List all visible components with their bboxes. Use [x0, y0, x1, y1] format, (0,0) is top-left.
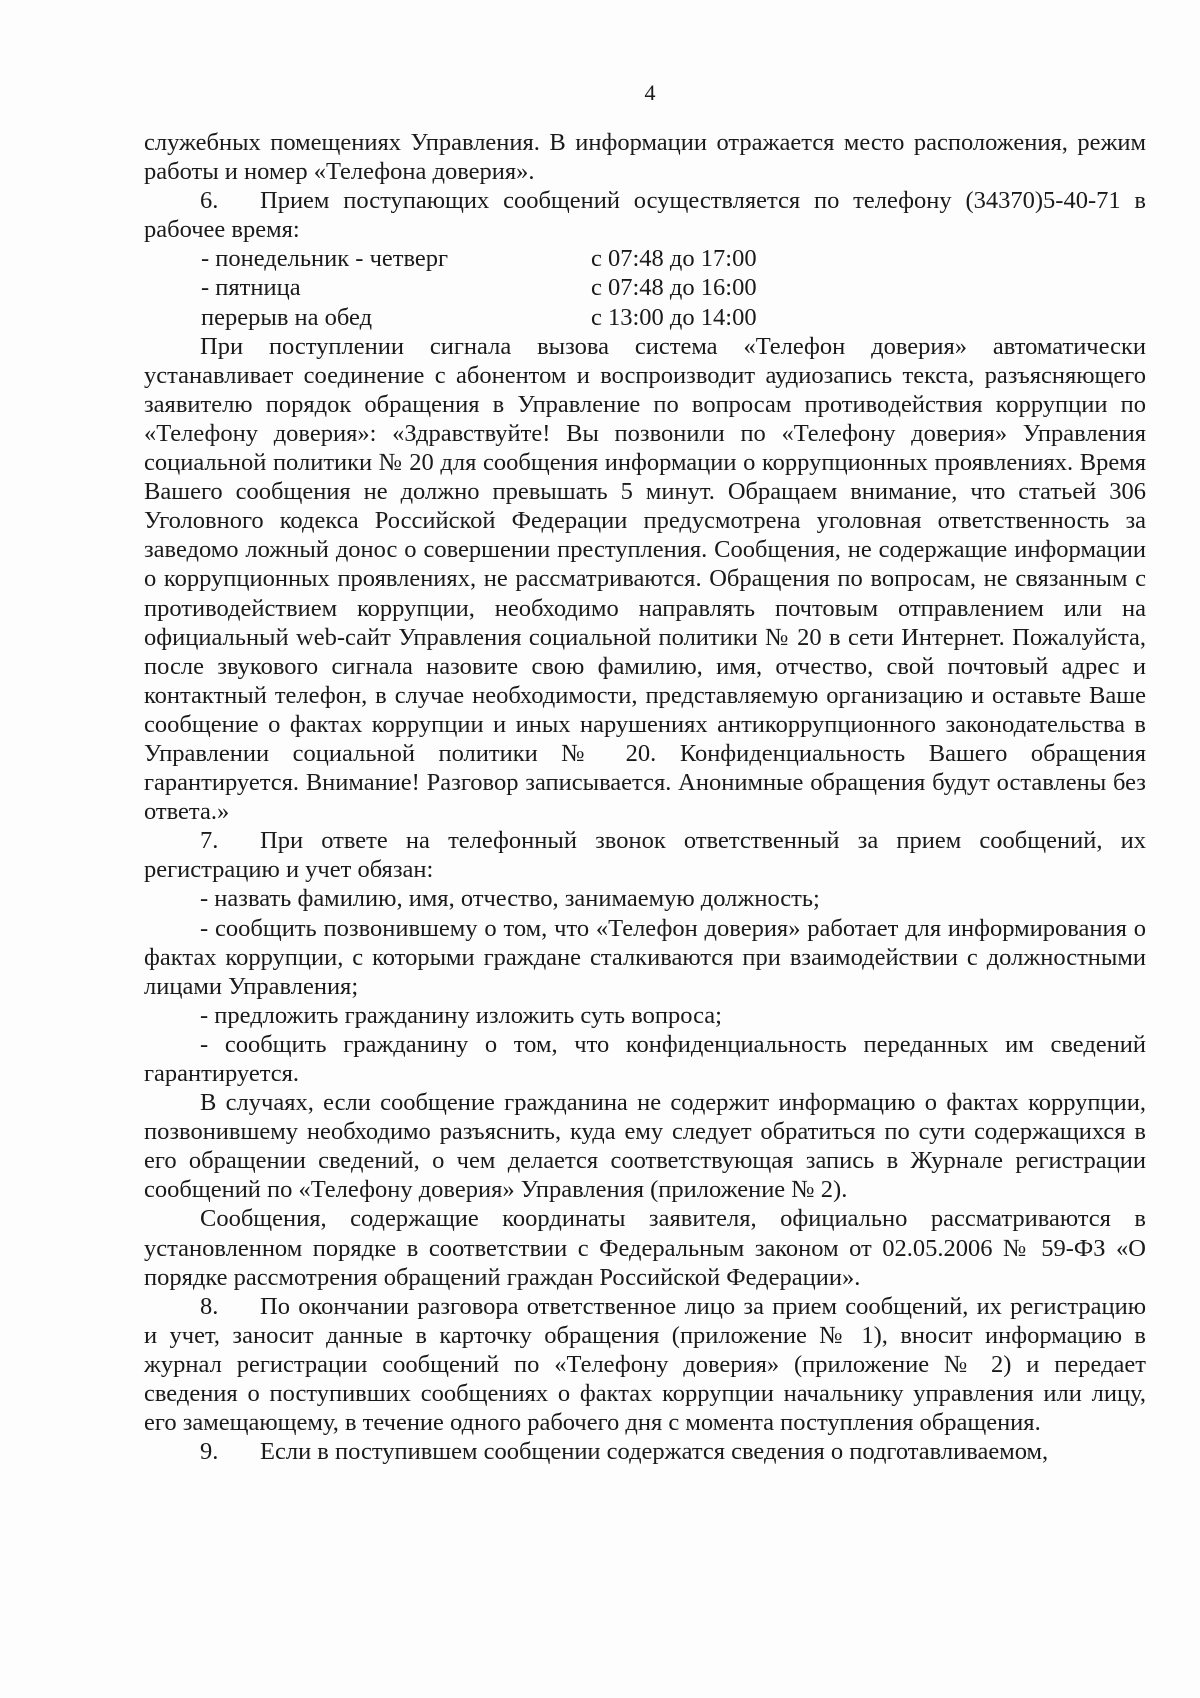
item-9	[144, 1437, 1146, 1466]
signal-paragraph: При поступлении сигнала вызова система «Телефон доверия» автоматически устанавливает соединение с абонентом и воспроизводит аудиозапись текста, разъясняющего заявителю порядок обращения в Управление по вопросам противодействия коррупции по «Телефону доверия»: «Здравствуйте! Вы позвонили по «Телефону доверия» Управления социальной политики № 20 для сообщения информации о коррупционных проявлениях. Время Вашего сообщения не должно превышать 5 минут. Обращаем внимание, что статьей 306 Уголовного кодекса Российской Федерации предусмотрена уголовная ответственность за заведомо ложный донос о совершении преступления. Сообщения, не содержащие информации о коррупционных проявлениях, не рассматриваются. Обращения по вопросам, не связанным с противодействием коррупции, необходимо направлять почтовым отправлением или на официальный web-сайт Управления социальной политики № 20 в сети Интернет. Пожалуйста, после звукового сигнала назовите свою фамилию, имя, отчество, свой почтовый адрес и контактный телефон, в случае необходимости, представляемую организацию и оставьте Ваше сообщение о фактах коррупции и иных нарушениях антикоррупционного законодательства в Управлении социальной политики № 20. Конфиденциальность Вашего обращения гарантируется. Внимание! Разговор записывается. Анонимные обращения будут оставлены без ответа.»	[144, 332, 1146, 826]
page-number: 4	[644, 80, 656, 105]
schedule-day: перерыв на обед	[201, 303, 373, 331]
schedule-row	[201, 303, 1146, 332]
item-6-number: 6.	[200, 187, 219, 215]
item-8-text: По окончании разговора ответственное лицо за прием сообщений, их регистрацию и учет, заносит данные в карточку обращения (приложение № 1), вносит информацию в журнал регистрации сообщений по «Телефону доверия» (приложение № 2) и передает сведения о поступивших сообщениях о фактах коррупции начальнику управления или лицу, его замещающему, в течение одного рабочего дня с момента поступления обращения.	[144, 1292, 1146, 1437]
bullet-item: - предложить гражданину изложить суть вопроса;	[200, 1001, 722, 1029]
schedule-hours: с 07:48 до 16:00	[591, 274, 757, 302]
schedule-row	[201, 244, 1146, 273]
bullet-item: - сообщить гражданину о том, что конфиденциальность переданных им сведений гарантируется.	[144, 1030, 1146, 1087]
item-9-text: Если в поступившем сообщении содержатся сведения о подготавливаемом,	[260, 1438, 1049, 1466]
item-7	[144, 826, 1146, 884]
item-7-number: 7.	[200, 827, 219, 855]
item-9-number: 9.	[200, 1438, 219, 1466]
item-8-number: 8.	[200, 1292, 219, 1320]
item-7-text: При ответе на телефонный звонок ответственный за прием сообщений, их регистрацию и учет обязан:	[144, 827, 1146, 884]
bullet-item: - назвать фамилию, имя, отчество, занимаемую должность;	[200, 885, 820, 913]
schedule-hours: с 13:00 до 14:00	[591, 303, 757, 331]
intro-paragraph: служебных помещениях Управления. В информации отражается место расположения, режим работы и номер «Телефона доверия».	[144, 129, 1146, 186]
item-6	[144, 186, 1146, 244]
schedule-row	[201, 273, 1146, 302]
document-body	[144, 128, 1146, 1466]
cases-paragraph: В случаях, если сообщение гражданина не содержит информацию о фактах коррупции, позвонившему необходимо разъяснить, куда ему следует обратиться по сути содержащихся в его обращении сведений, о чем делается соответствующая запись в Журнале регистрации сообщений по «Телефону доверия» Управления (приложение № 2).	[144, 1089, 1146, 1204]
item-8	[144, 1292, 1146, 1437]
schedule-day: - понедельник - четверг	[201, 245, 449, 273]
schedule-hours: с 07:48 до 17:00	[591, 245, 757, 273]
messages-paragraph: Сообщения, содержащие координаты заявителя, официально рассматриваются в установленном порядке в соответствии с Федеральным законом от 02.05.2006 № 59-ФЗ «О порядке рассмотрения обращений граждан Российской Федерации».	[144, 1205, 1146, 1291]
item-6-text: Прием поступающих сообщений осуществляется по телефону (34370)5-40-71 в рабочее время:	[144, 187, 1146, 244]
schedule-day: - пятница	[201, 274, 301, 302]
work-schedule	[144, 244, 1146, 331]
bullet-item: - сообщить позвонившему о том, что «Телефон доверия» работает для информирования о фактах коррупции, с которыми граждане сталкиваются при взаимодействии с должностными лицами Управления;	[144, 914, 1146, 1000]
